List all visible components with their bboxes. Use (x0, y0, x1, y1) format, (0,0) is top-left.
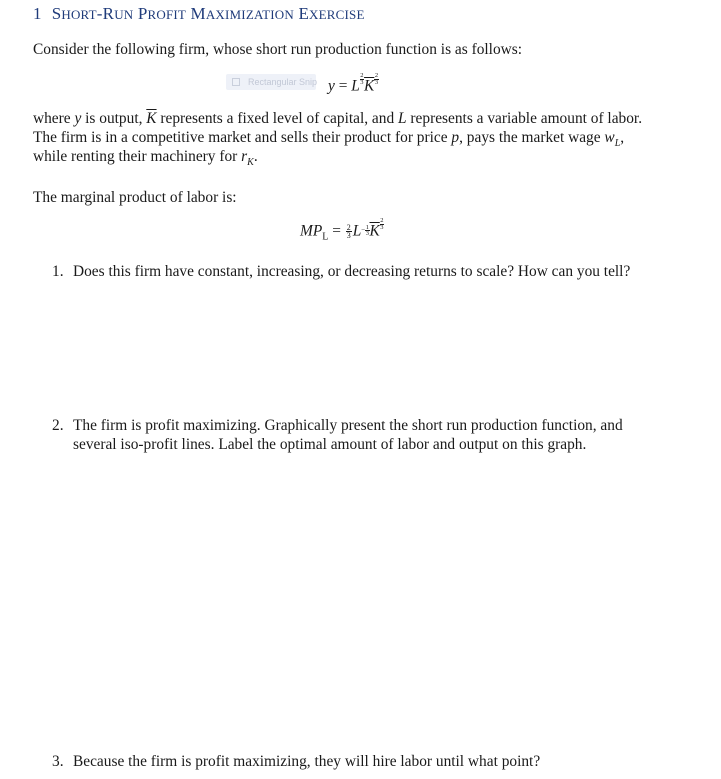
title-capital: P (137, 4, 148, 23)
title-capital: E (298, 4, 310, 23)
title-capital: M (190, 4, 206, 23)
snip-icon (232, 78, 240, 86)
intro-paragraph: Consider the following firm, whose short run production function is as follows: (33, 41, 523, 58)
production-function-equation: y = L $\frac{2}{3}$ $\overline{K}$ $\frac{2}{3}$ (328, 72, 379, 95)
title-smallcaps: UN (114, 7, 134, 22)
mpl-equation: $MP_L$ = $\frac{2}{3}$ L− $\frac{1}{3}$ $\overline{K}$ $\frac{2}{3}$ (300, 217, 384, 243)
question-3 (52, 752, 540, 771)
snip-overlay-tag (226, 74, 316, 90)
title-separator: - (96, 4, 103, 23)
eq-capital-var: $\overline{K}$ (364, 77, 375, 95)
mpl-lhs-sub: L (322, 231, 329, 243)
section-number: 1 (33, 4, 42, 23)
question-3-number: 3. (52, 753, 64, 770)
description-line-2: The firm is in a competitive market and sells their product for price p, pays the market wage $w_L$, (33, 129, 625, 150)
section-heading (33, 4, 365, 24)
mpl-capital-exponent: $\frac{2}{3}$ (380, 217, 384, 231)
description-line-3: while renting their machinery for $r_K$. (33, 148, 258, 169)
snip-tag-label: Rectangular Snip (248, 77, 318, 87)
question-2-number: 2. (52, 417, 64, 434)
title-smallcaps: ROFIT (147, 7, 187, 22)
title-smallcaps: AXIMIZATION (205, 7, 294, 22)
title-capital: R (102, 4, 115, 23)
question-2-text-line-1: The firm is profit maximizing. Graphically present the short run production function, and (73, 417, 623, 434)
eq-output-var: y (328, 77, 335, 95)
question-2 (52, 416, 623, 454)
mpl-lhs: MP (300, 222, 323, 240)
question-2-text-line-2: several iso-profit lines. Label the optimal amount of labor and output on this graph. (73, 436, 587, 453)
mpl-labor-var: L (352, 222, 362, 240)
question-3-text: Because the firm is profit maximizing, they will hire labor until what point? (73, 753, 541, 770)
question-1-number: 1. (52, 263, 64, 280)
mpl-labor-exponent: − $\frac{1}{3}$ (361, 223, 369, 237)
eq-labor-var: L (351, 77, 360, 95)
title-smallcaps: HORT (61, 7, 97, 22)
description-line-1: where y is output, $\overline{K}$ represents a fixed level of capital, and L represents a variable amount of labor. (33, 110, 643, 127)
title-capital: S (51, 4, 62, 23)
question-1 (52, 262, 630, 281)
mpl-intro: The marginal product of labor is: (33, 189, 237, 206)
eq-capital-exponent: $\frac{2}{3}$ (374, 72, 379, 86)
question-1-text: Does this firm have constant, increasing, or decreasing returns to scale? How can you tell? (73, 263, 631, 280)
mpl-coefficient: $\frac{2}{3}$ (346, 223, 351, 241)
eq-labor-exponent: $\frac{2}{3}$ (360, 72, 364, 86)
mpl-capital-var: $\overline{K}$ (369, 222, 380, 240)
section-title (52, 4, 365, 23)
title-smallcaps: XERCISE (309, 7, 365, 22)
